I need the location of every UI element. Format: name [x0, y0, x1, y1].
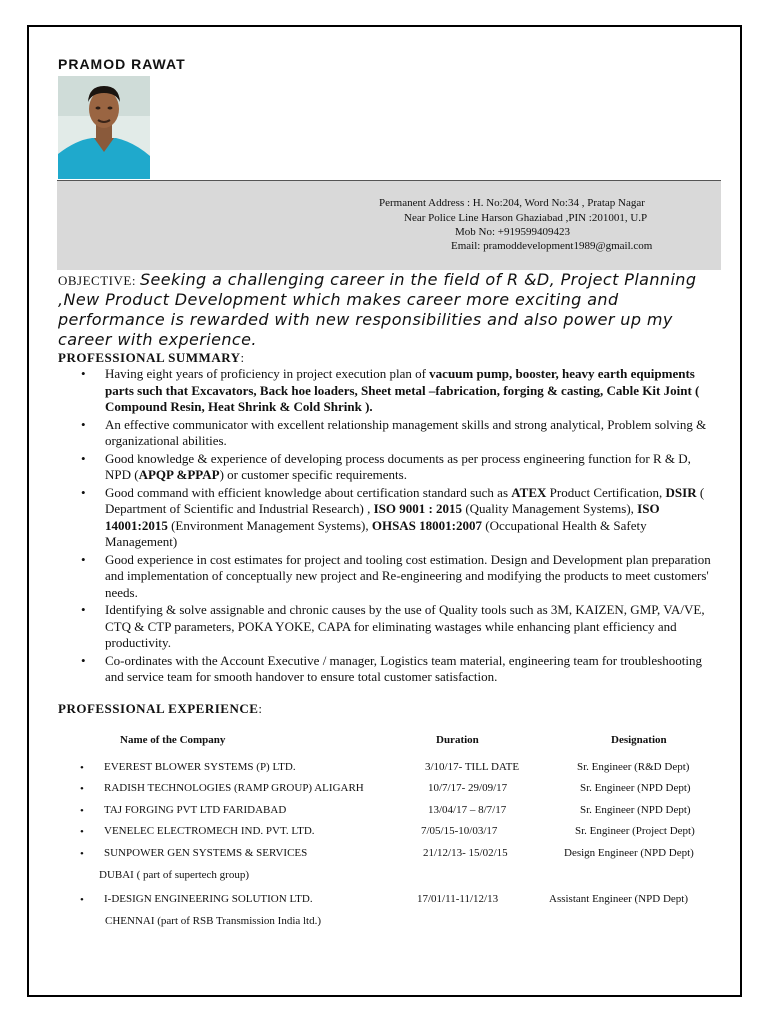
- profile-photo-image: [58, 76, 150, 179]
- experience-designation: Sr. Engineer (NPD Dept): [580, 782, 691, 794]
- mobile-number: Mob No: +919599409423: [455, 226, 570, 238]
- experience-company: RADISH TECHNOLOGIES (RAMP GROUP) ALIGARH: [104, 782, 364, 794]
- experience-company: EVEREST BLOWER SYSTEMS (P) LTD.: [104, 761, 296, 773]
- experience-duration: 3/10/17- TILL DATE: [425, 761, 520, 773]
- summary-item: • Good experience in cost estimates for project and tooling cost estimation. Design and Development plan preparation and implementation of conceptually new project and Re-engineering and modifying the products to meet customers' needs.: [58, 552, 718, 602]
- column-header-duration: Duration: [436, 734, 479, 746]
- experience-duration: 21/12/13- 15/02/15: [423, 847, 508, 859]
- experience-designation: Sr. Engineer (Project Dept): [575, 825, 695, 837]
- experience-company-note: CHENNAI (part of RSB Transmission India ltd.): [105, 915, 322, 927]
- summary-item: • Identifying & solve assignable and chronic causes by the use of Quality tools such as 3M, KAIZEN, GMP, VA/VE, CTQ & CTP parameters, POKA YOKE, CAPA for eliminating wastages while enhancing plant efficiency and productivity.: [58, 602, 718, 652]
- experience-bullet: •: [80, 805, 84, 817]
- address-line-1: Permanent Address : H. No:204, Word No:34 , Pratap Nagar: [379, 197, 645, 209]
- experience-designation: Design Engineer (NPD Dept): [564, 847, 694, 859]
- experience-designation: Sr. Engineer (R&D Dept): [577, 761, 690, 773]
- summary-item: • Having eight years of proficiency in project execution plan of vacuum pump, booster, heavy earth equipments parts such that Excavators, Back hoe loaders, Sheet metal –fabrication, forging & casting, Cable Kit Joint ( Compound Resin, Heat Shrink & Cold Shrink ).: [58, 366, 718, 416]
- experience-bullet: •: [80, 826, 84, 838]
- experience-duration: 7/05/15-10/03/17: [421, 825, 498, 837]
- experience-designation: Sr. Engineer (NPD Dept): [580, 804, 691, 816]
- contact-block: [57, 181, 721, 270]
- summary-item: • Good command with efficient knowledge about certification standard such as ATEX Product Certification, DSIR ( Department of Scientific and Industrial Research) , ISO 9001 : 2015 (Quality Management Systems), ISO 14001:2015 (Environment Management Systems), OHSAS 18001:2007 (Occupational Health & Safety Management): [58, 485, 718, 551]
- experience-duration: 17/01/11-11/12/13: [417, 893, 499, 905]
- experience-duration: 13/04/17 – 8/7/17: [428, 804, 507, 816]
- address-line-2: Near Police Line Harson Ghaziabad ,PIN :201001, U.P: [404, 212, 648, 224]
- experience-title: PROFESSIONAL EXPERIENCE: [58, 701, 259, 716]
- experience-duration: 10/7/17- 29/09/17: [428, 782, 508, 794]
- experience-bullet: •: [80, 762, 84, 774]
- objective-text: Seeking a challenging career in the field of R &D, Project Planning ,New Product Development which makes career more exciting and performance is rewarded with new responsibilities and also power up my career with experience.: [58, 270, 697, 349]
- objective-label: OBJECTIVE:: [58, 273, 136, 288]
- experience-company: SUNPOWER GEN SYSTEMS & SERVICES: [104, 847, 308, 859]
- experience-company: VENELEC ELECTROMECH IND. PVT. LTD.: [104, 825, 315, 837]
- candidate-name: PRAMOD RAWAT: [58, 56, 186, 72]
- summary-item: • Good knowledge & experience of developing process documents as per process engineering function for R & D, NPD (APQP &PPAP) or customer specific requirements.: [58, 451, 718, 484]
- experience-company-note: DUBAI ( part of supertech group): [99, 869, 249, 881]
- experience-company: I-DESIGN ENGINEERING SOLUTION LTD.: [104, 893, 313, 905]
- summary-title: PROFESSIONAL SUMMARY: [58, 350, 241, 365]
- summary-heading: PROFESSIONAL SUMMARY:: [58, 350, 245, 365]
- summary-list: [58, 366, 718, 687]
- experience-heading: PROFESSIONAL EXPERIENCE:: [58, 701, 263, 716]
- column-header-company: Name of the Company: [120, 734, 226, 746]
- experience-company: TAJ FORGING PVT LTD FARIDABAD: [104, 804, 287, 816]
- experience-bullet: •: [80, 894, 84, 906]
- summary-item: • Co-ordinates with the Account Executive / manager, Logistics team material, engineering team for troubleshooting and service team for smooth handover to ensure total customer satisfaction.: [58, 653, 718, 686]
- summary-item: • An effective communicator with excellent relationship management skills and strong analytical, Problem solving & organizational abilities.: [58, 417, 718, 450]
- column-header-designation: Designation: [611, 734, 667, 746]
- profile-photo: [58, 76, 150, 179]
- experience-bullet: •: [80, 783, 84, 795]
- objective-section: [58, 270, 718, 350]
- experience-designation: Assistant Engineer (NPD Dept): [549, 893, 689, 905]
- experience-bullet: •: [80, 848, 84, 860]
- email-address: Email: pramoddevelopment1989@gmail.com: [451, 240, 653, 252]
